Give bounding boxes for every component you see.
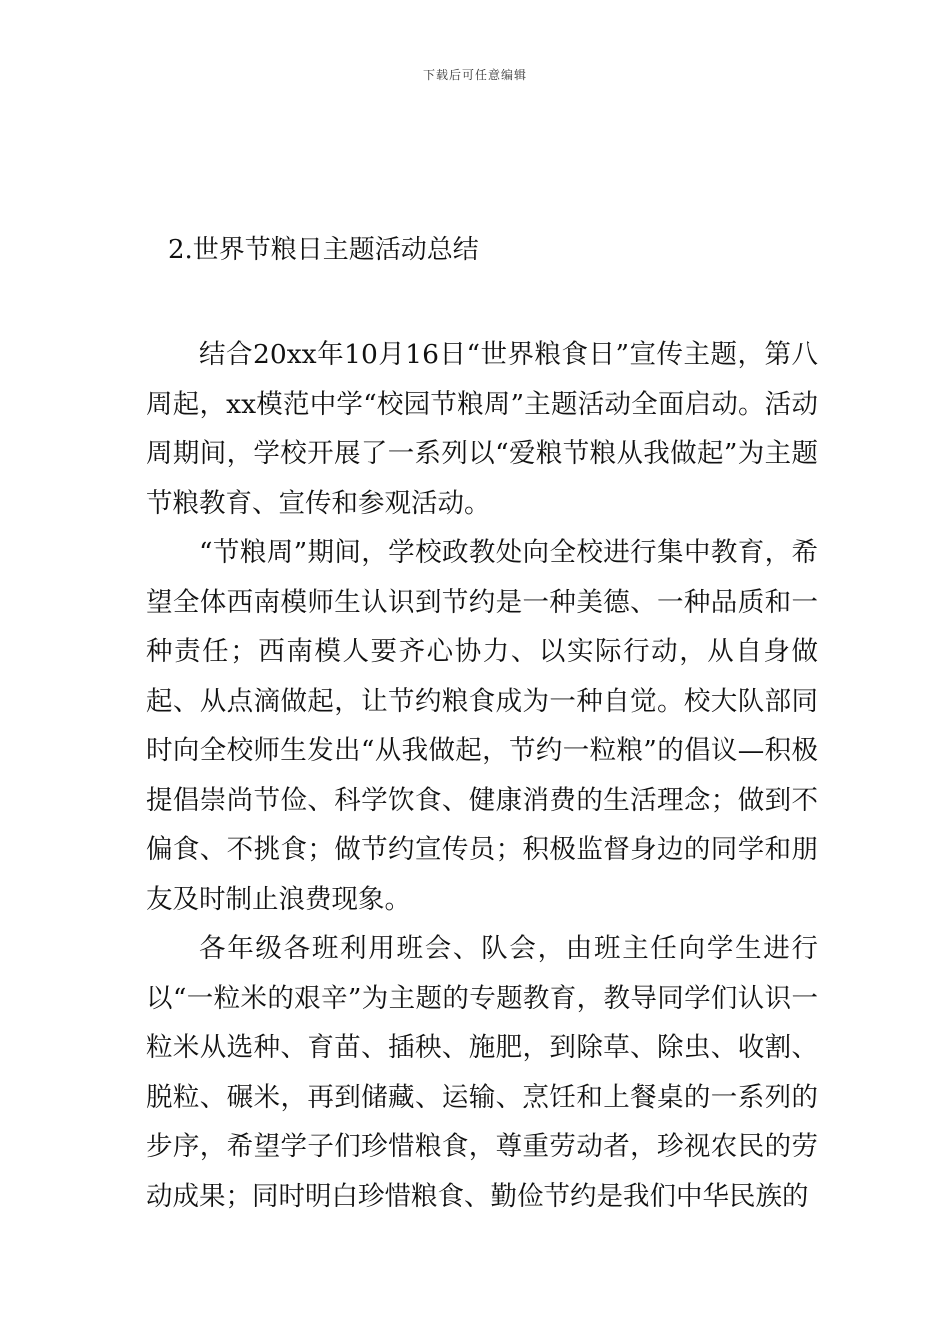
document-body <box>146 330 818 1221</box>
paragraph-2: “节粮周”期间，学校政教处向全校进行集中教育，希望全体西南模师生认识到节约是一种美德、一种品质和一种责任；西南模人要齐心协力、以实际行动，从自身做起、从点滴做起，让节约粮食成为一种自觉。校大队部同时向全校师生发出“从我做起，节约一粒粮”的倡议—积极提倡崇尚节俭、科学饮食、健康消费的生活理念；做到不偏食、不挑食；做节约宣传员；积极监督身边的同学和朋友及时制止浪费现象。 <box>146 537 818 915</box>
paragraph-3: 各年级各班利用班会、队会，由班主任向学生进行以“一粒米的艰辛”为主题的专题教育，教导同学们认识一粒米从选种、育苗、插秧、施肥，到除草、除虫、收割、脱粒、碾米，再到储藏、运输、烹饪和上餐桌的一系列的步序，希望学子们珍惜粮食，尊重劳动者，珍视农民的劳动成果；同时明白珍惜粮食、勤俭节约是我们中华民族的 <box>146 933 818 1212</box>
document-title: 2.世界节粮日主题活动总结 <box>168 235 479 265</box>
paragraph-1: 结合20xx年10月16日“世界粮食日”宣传主题，第八周起，xx模范中学“校园节粮周”主题活动全面启动。活动周期间，学校开展了一系列以“爱粮节粮从我做起”为主题节粮教育、宣传和参观活动。 <box>146 339 818 519</box>
header-note: 下载后可任意编辑 <box>422 68 527 82</box>
